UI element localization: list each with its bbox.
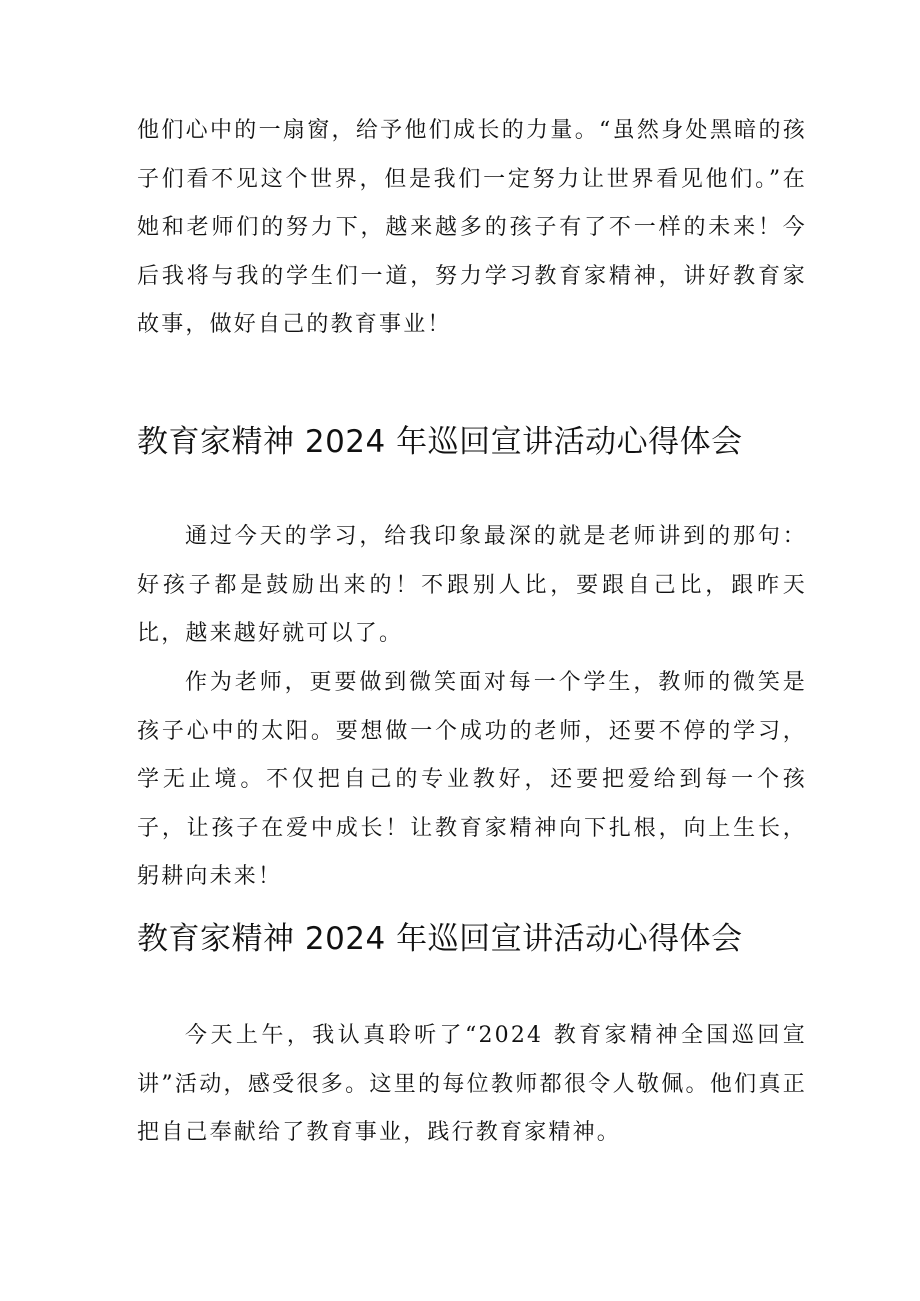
section-2-paragraph-1: 今天上午，我认真聆听了“2024 教育家精神全国巡回宣讲”活动，感受很多。这里的每位教师都很令人敬佩。他们真正把自己奉献给了教育事业，践行教育家精神。 — [137, 1023, 807, 1145]
section-1-paragraph-2: 作为老师，更要做到微笑面对每一个学生，教师的微笑是孩子心中的太阳。要想做一个成功的老师，还要不停的学习，学无止境。不仅把自己的专业教好，还要把爱给到每一个孩子，让孩子在爱中成长！让教育家精神向下扎根，向上生长，躬耕向未来！ — [137, 670, 807, 889]
section-title-2: 教育家精神 2024 年巡回宣讲活动心得体会 — [137, 921, 743, 957]
continued-paragraph: 他们心中的一扇窗，给予他们成长的力量。“虽然身处黑暗的孩子们看不见这个世界，但是我们一定努力让世界看见他们。”在她和老师们的努力下，越来越多的孩子有了不一样的未来！今后我将与我的学生们一道，努力学习教育家精神，讲好教育家故事，做好自己的教育事业！ — [137, 118, 807, 337]
section-title-1: 教育家精神 2024 年巡回宣讲活动心得体会 — [137, 424, 743, 460]
section-1-paragraph-1: 通过今天的学习，给我印象最深的就是老师讲到的那句：好孩子都是鼓励出来的！不跟别人比，要跟自己比，跟昨天比，越来越好就可以了。 — [137, 524, 807, 646]
